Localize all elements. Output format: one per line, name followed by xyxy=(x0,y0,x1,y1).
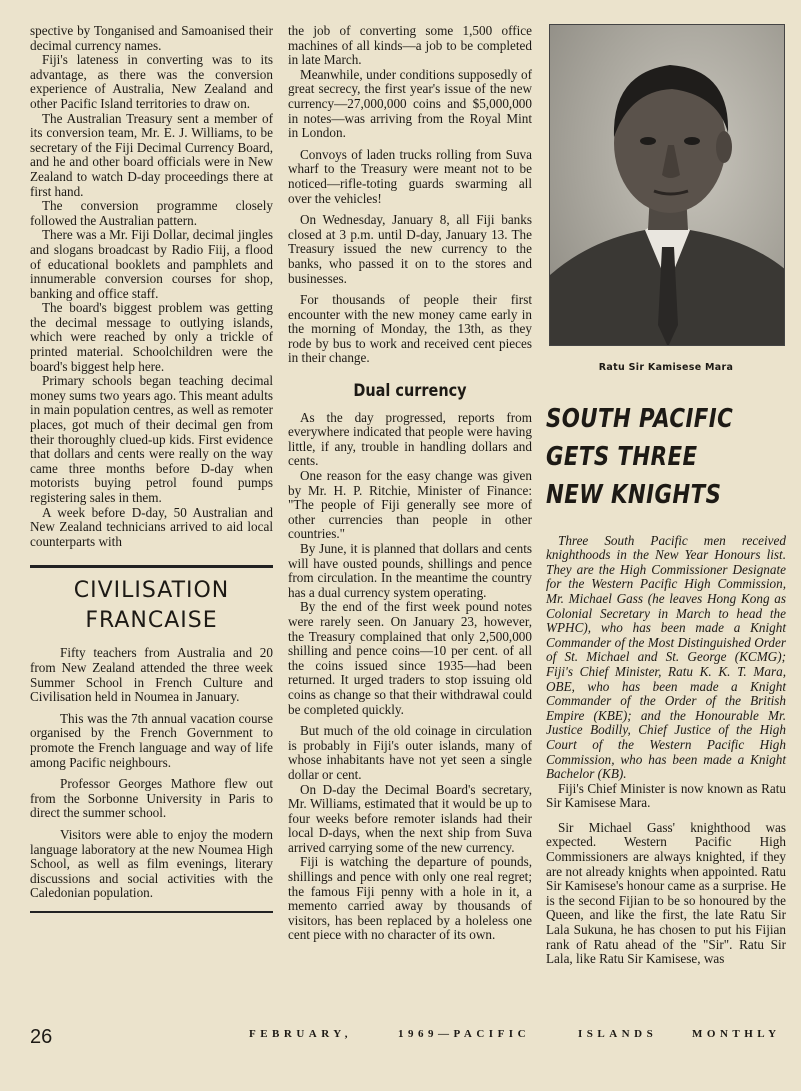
dual-currency-subheading: Dual currency xyxy=(353,381,467,402)
photo-caption: Ratu Sir Kamisese Mara xyxy=(598,362,734,373)
column-1 xyxy=(30,24,273,913)
footer-islands: ISLANDS xyxy=(578,1028,658,1040)
portrait-photo xyxy=(549,24,785,346)
article-paragraph: On D-day the Decimal Board's secretary, Mr. Williams, estimated that it would be up to four weeks before remoter islands had their local D-days, when the next ship from Suva arrived carrying some of the new currency. xyxy=(288,781,532,855)
headline-line: GETS THREE xyxy=(546,441,698,472)
article-paragraph: spective by Tonganised and Samoanised their decimal currency names. xyxy=(30,23,273,53)
article-paragraph: By the end of the first week pound notes were rarely seen. On January 23, however, the Treasury complained that only 2,500,000 shilling and pence coins—10 per cent. of all the coins issued since 1935—had been returned. It urged traders to stop issuing old coins as change so that their withdrawal could be completed quickly. xyxy=(288,599,532,717)
civilisation-headline xyxy=(30,576,273,636)
article-paragraph: The conversion programme closely followed the Australian pattern. xyxy=(30,198,273,228)
article-paragraph: Fiji's lateness in converting was to its advantage, as there was the conversion experience of Australia, New Zealand and other Pacific Island territories to draw on. xyxy=(30,52,273,111)
article-paragraph: Fifty teachers from Australia and 20 from New Zealand attended the three week Summer School in French Culture and Civilisation held in Noumea in January. xyxy=(30,645,273,705)
article-paragraph: On Wednesday, January 8, all Fiji banks closed at 3 p.m. until D-day, January 13. The Treasury issued the new currency to the banks, who passed it on to the stores and businesses. xyxy=(288,212,532,286)
article-paragraph: Visitors were able to enjoy the modern language laboratory at the new Noumea High School, as well as film evenings, literary discussions and social activities with the Caledonian population. xyxy=(30,826,273,901)
footer-monthly: MONTHLY xyxy=(692,1028,781,1040)
article-paragraph: The board's biggest problem was getting the decimal message to outlying islands, which were reached by only a trickle of printed material. Schoolchildren were the board's biggest help here. xyxy=(30,300,273,374)
article-paragraph: This was the 7th annual vacation course organised by the French Government to promote the French language and way of life among Pacific neighbours. xyxy=(30,710,273,770)
portrait-illustration xyxy=(550,25,785,346)
article-paragraph: But much of the old coinage in circulation is probably in Fiji's outer islands, many of whose inhabitants have not yet seen a single dollar or cent. xyxy=(288,723,532,782)
article-paragraph: Fiji's Chief Minister is now known as Ratu Sir Kamisese Mara. xyxy=(546,780,786,811)
headline-line: NEW KNIGHTS xyxy=(546,479,722,510)
footer-month: FEBRUARY, xyxy=(249,1028,352,1040)
section-divider xyxy=(30,911,273,913)
article-paragraph: The Australian Treasury sent a member of its conversion team, Mr. E. J. Williams, to be secretary of the Fiji Decimal Currency Board, and he and other board officials were in New Zealand to watch D-day proceedings there at first hand. xyxy=(30,110,273,199)
knights-headline xyxy=(546,400,743,514)
article-paragraph: Sir Michael Gass' knighthood was expected. Western Pacific High Commissioners are always knighted, if they are not already knights when appointed. Ratu Sir Kamisese's honour came as a surprise. He is the second Fijian to be so honoured by the Queen, and like the first, the late Ratu Sir Lala Sukuna, he has chosen to put his Fijian rank of Ratu ahead of the "Sir". Ratu Sir Lala, like Ratu Sir Kamisese, was xyxy=(546,819,786,967)
article-paragraph: For thousands of people their first encounter with the new money came early in the morning of Monday, the 13th, as they rode by bus to work and received cent pieces in their change. xyxy=(288,292,532,366)
column-2 xyxy=(288,24,532,943)
article-paragraph: Fiji is watching the departure of pounds, shillings and pence with only one real regret; the famous Fiji penny with a hole in it, a memento carried away by thousands of visitors, has been replaced by a holeless one cent piece with no character of its own. xyxy=(288,854,532,943)
headline-line: FRANCAISE xyxy=(85,608,218,634)
article-paragraph: Professor Georges Mathore flew out from the Sorbonne University in Paris to direct the summer school. xyxy=(30,776,273,821)
article-paragraph: As the day progressed, reports from everywhere indicated that people were having little, if any, trouble in handling dollars and cents. xyxy=(288,409,532,469)
article-paragraph: Convoys of laden trucks rolling from Suva wharf to the Treasury were meant not to be noticed—rifle-toting guards swarming all over the vehicles! xyxy=(288,146,532,206)
footer-year-title: 1969—PACIFIC xyxy=(398,1028,531,1040)
headline-line: CIVILISATION xyxy=(73,578,230,604)
column-3 xyxy=(546,24,786,977)
headline-line: SOUTH PACIFIC xyxy=(546,403,734,434)
article-paragraph: Primary schools began teaching decimal money sums two years ago. This meant adults in main population centres, as well as remoter places, got much of their decimal gen from their thoroughly clued-up kids. First evidence that dollars and cents were really on the way came three months before D-day when motorists buying petrol found pumps registering sales in them. xyxy=(30,373,273,505)
article-paragraph: One reason for the easy change was given by Mr. H. P. Ritchie, Minister of Finance: "The people of Fiji generally see more of other currencies than people in other countries." xyxy=(288,468,532,542)
article-paragraph: By June, it is planned that dollars and cents will have ousted pounds, shillings and pence from circulation. In the meantime the country has a dual currency system operating. xyxy=(288,541,532,600)
article-paragraph: Meanwhile, under conditions supposedly of great secrecy, the first year's issue of the new currency—27,000,000 coins and $5,000,000 in notes—was arriving from the Royal Mint in London. xyxy=(288,66,532,141)
civilisation-article xyxy=(30,576,273,901)
article-intro: Three South Pacific men received knighthoods in the New Year Honours list. They are the High Commissioner Designate for the Western Pacific High Commission, Mr. Michael Gass (he leaves Hong Kong as Colonial Secretary in March to head the WPHC), who has been made a Knight Commander of the Most Distinguished Order of St. Michael and St. George (KCMG); Fiji's Chief Minister, Ratu K. K. T. Mara, OBE, who has been made a Knight Commander of the Order of the British Empire (KBE); and the Honourable Mr. Justice Bodilly, Chief Justice of the High Court of the Western Pacific High Commission, who has been made a Knight Bachelor (KB). xyxy=(546,532,786,782)
article-paragraph: A week before D-day, 50 Australian and New Zealand technicians arrived to aid local counterparts with xyxy=(30,504,273,549)
page-number: 26 xyxy=(30,1026,53,1048)
section-divider xyxy=(30,565,273,568)
article-paragraph: There was a Mr. Fiji Dollar, decimal jingles and slogans broadcast by Radio Fiij, a flood of educational booklets and pamphlets and innumerable conversion courses for shop, banking and office staff. xyxy=(30,227,273,301)
article-paragraph: the job of converting some 1,500 office machines of all kinds—a job to be completed in late March. xyxy=(288,23,532,68)
